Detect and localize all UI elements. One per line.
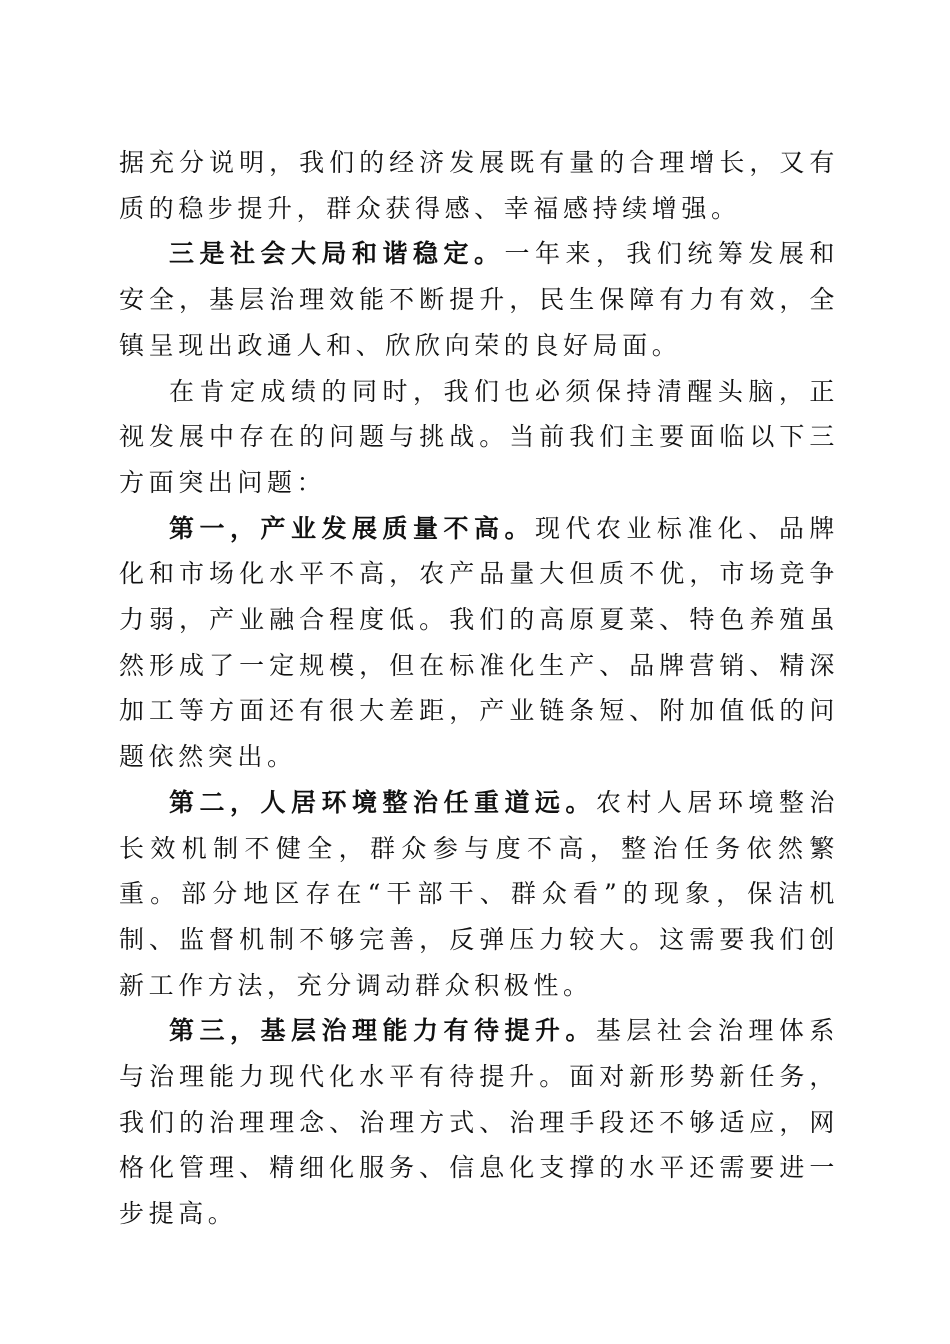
paragraph-text: 一年来，我们统筹发展和安全，基层治理效能不断提升，民生保障有力有效，全镇呈现出政通人和、欣欣向荣的良好局面。 [119,239,839,360]
paragraph-text: 现代农业标准化、品牌化和市场化水平不高，农产品量大但质不优，市场竞争力弱，产业融合程度低。我们的高原夏菜、特色养殖虽然形成了一定规模，但在标准化生产、品牌营销、精深加工等方面还有很大差距，产业链条短、附加值低的问题依然突出。 [119,513,839,772]
paragraph-problem-governance [119,1008,839,1237]
paragraph-heading: 第一，产业发展质量不高。 [169,513,535,543]
paragraph-problem-environment [119,780,839,1009]
paragraph-heading: 第二，人居环境整治任重道远。 [169,787,596,817]
paragraph-text: 在肯定成绩的同时，我们也必须保持清醒头脑，正视发展中存在的问题与挑战。当前我们主要面临以下三方面突出问题： [119,376,839,497]
paragraph-continuation [119,140,839,231]
paragraph-problem-industry [119,506,839,780]
paragraph-problems-intro [119,369,839,506]
paragraph-social-stability [119,231,839,368]
paragraph-heading: 三是社会大局和谐稳定。 [169,239,505,269]
paragraph-heading: 第三，基层治理能力有待提升。 [169,1016,596,1046]
paragraph-text: 农村人居环境整治长效机制不健全，群众参与度不高，整治任务依然繁重。部分地区存在“干部干、群众看”的现象，保洁机制、监督机制不够完善，反弹压力较大。这需要我们创新工作方法，充分调动群众积极性。 [119,787,839,1000]
document-body [119,140,839,1237]
paragraph-text: 据充分说明，我们的经济发展既有量的合理增长，又有质的稳步提升，群众获得感、幸福感持续增强。 [119,148,839,223]
paragraph-text: 基层社会治理体系与治理能力现代化水平有待提升。面对新形势新任务，我们的治理理念、治理方式、治理手段还不够适应，网格化管理、精细化服务、信息化支撑的水平还需要进一步提高。 [119,1016,839,1229]
